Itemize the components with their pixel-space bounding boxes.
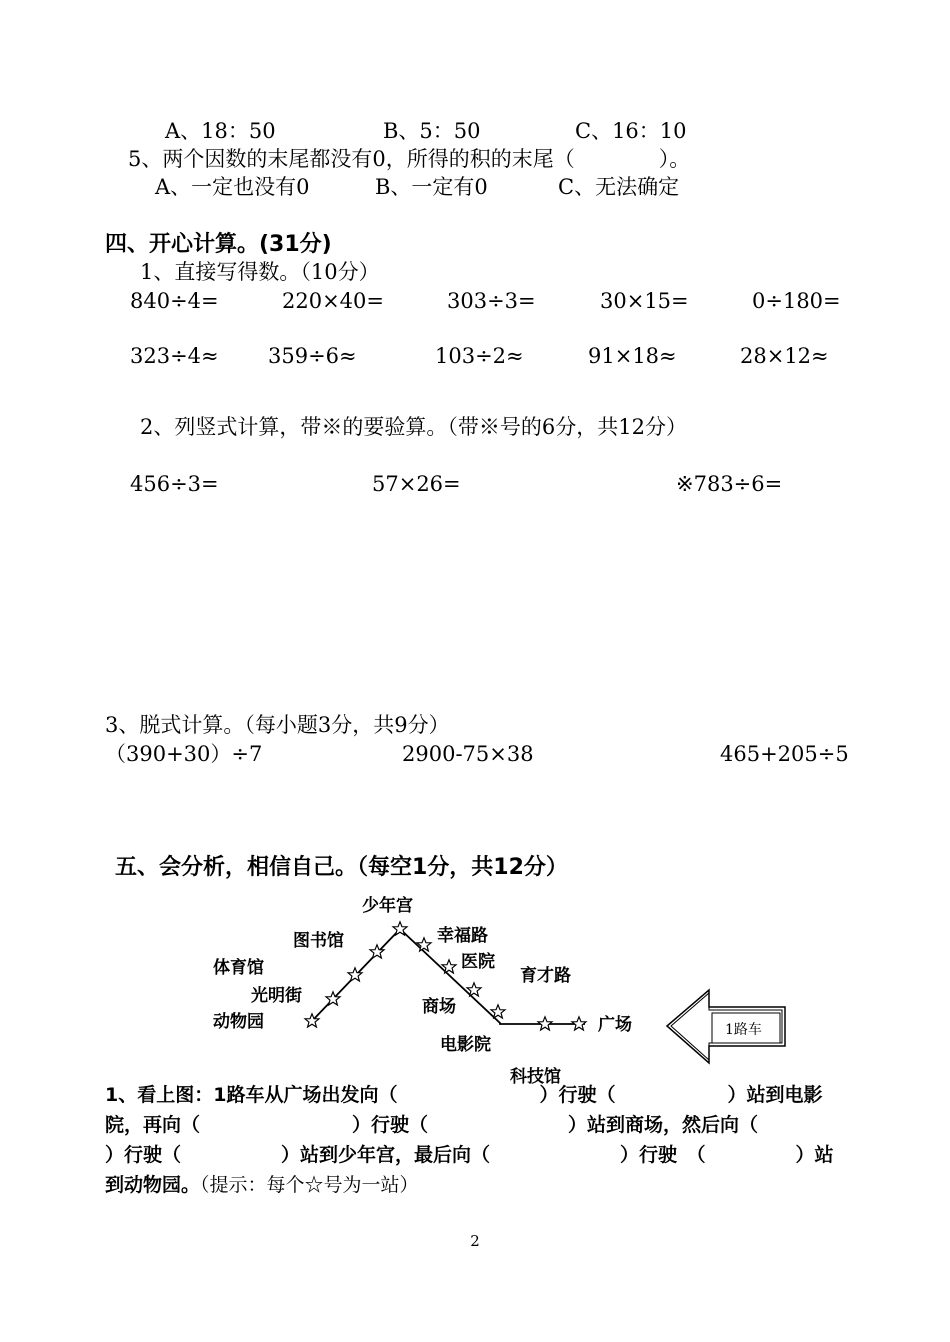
q1-text: 1、看上图：1路车从广场出发向（ [105, 1084, 398, 1106]
estimate-item: 28×12≈ [740, 344, 829, 368]
q1-text: ）行驶（ [352, 1114, 429, 1136]
q1-text: 院，再向（ [105, 1114, 201, 1136]
section-5-title: 五、会分析，相信自己。（每空1分，共12分） [115, 855, 568, 880]
q1-text: ）站到商场，然后向（ [568, 1114, 759, 1136]
estimate-item: 359÷6≈ [268, 344, 357, 368]
q4-option-b: B、5：50 [383, 119, 481, 143]
vertical-calc-item-check: ※783÷6= [676, 472, 783, 496]
label-dongwuyuan: 动物园 [213, 1012, 264, 1032]
q4-option-a: A、18：50 [165, 119, 276, 143]
page-number: 2 [470, 1232, 480, 1250]
part2-title: 2、列竖式计算，带※的要验算。（带※号的6分，共12分） [140, 415, 687, 439]
q1-text: ）行驶 （ [620, 1144, 706, 1166]
label-xingfulu: 幸福路 [437, 926, 488, 946]
q5-stem: 5、两个因数的末尾都没有0，所得的积的末尾（ ）。 [128, 147, 691, 171]
star-icon [417, 938, 431, 951]
label-yiyuan: 医院 [461, 952, 495, 972]
label-tiyuguan: 体育馆 [213, 958, 264, 978]
section-4-title: 四、开心计算。(31分) [105, 232, 332, 257]
q1-text: ）行驶（ [105, 1144, 182, 1166]
label-tushuguan: 图书馆 [293, 931, 344, 951]
q1-text: ）站到少年宫，最后向（ [281, 1144, 491, 1166]
calc-item: 0÷180= [752, 289, 841, 313]
q1-paragraph [105, 1080, 847, 1200]
q1-text: ）站到电影 [727, 1084, 823, 1106]
q5-option-c: C、无法确定 [558, 175, 680, 199]
bus-route-map [200, 893, 820, 1093]
q1-text: ）行驶（ [539, 1084, 616, 1106]
vertical-calc-item: 456÷3= [130, 472, 219, 496]
label-guangmingjie: 光明街 [251, 986, 302, 1006]
estimate-item: 103÷2≈ [435, 344, 524, 368]
stepwise-calc-item: （390+30）÷7 [105, 742, 263, 766]
q4-option-c: C、16：10 [575, 119, 687, 143]
bus-label: 1路车 [725, 1022, 762, 1038]
label-yucailu: 育才路 [520, 966, 571, 986]
star-icon [572, 1017, 586, 1030]
q5-option-a: A、一定也没有0 [155, 175, 310, 199]
part1-title: 1、直接写得数。（10分） [140, 260, 380, 284]
q1-line-2 [105, 1110, 847, 1140]
q1-line-4 [105, 1170, 847, 1200]
q1-hint: （提示：每个☆号为一站） [200, 1174, 419, 1196]
q1-line-1 [105, 1080, 847, 1110]
calc-item: 30×15= [600, 289, 689, 313]
calc-item: 220×40= [282, 289, 384, 313]
bus-arrow [667, 990, 785, 1063]
q1-text: 到动物园。 [105, 1174, 201, 1196]
q5-option-b: B、一定有0 [375, 175, 488, 199]
stepwise-calc-item: 2900-75×38 [402, 742, 534, 766]
label-kejiguan: 科技馆 [510, 1067, 561, 1087]
estimate-item: 91×18≈ [588, 344, 677, 368]
vertical-calc-item: 57×26= [372, 472, 461, 496]
stepwise-calc-item: 465+205÷5 [720, 742, 849, 766]
estimate-item: 323÷4≈ [130, 344, 219, 368]
label-shangchang: 商场 [422, 997, 456, 1017]
calc-item: 840÷4= [130, 289, 219, 313]
label-guangchang: 广场 [598, 1015, 632, 1035]
calc-item: 303÷3= [447, 289, 536, 313]
q1-line-3 [105, 1140, 847, 1170]
part3-title: 3、脱式计算。（每小题3分，共9分） [105, 713, 450, 737]
q1-text: ）站 [795, 1144, 834, 1166]
star-icon [538, 1017, 552, 1030]
label-dianyingyuan: 电影院 [440, 1035, 491, 1055]
label-shaoniangong: 少年宫 [362, 896, 413, 916]
